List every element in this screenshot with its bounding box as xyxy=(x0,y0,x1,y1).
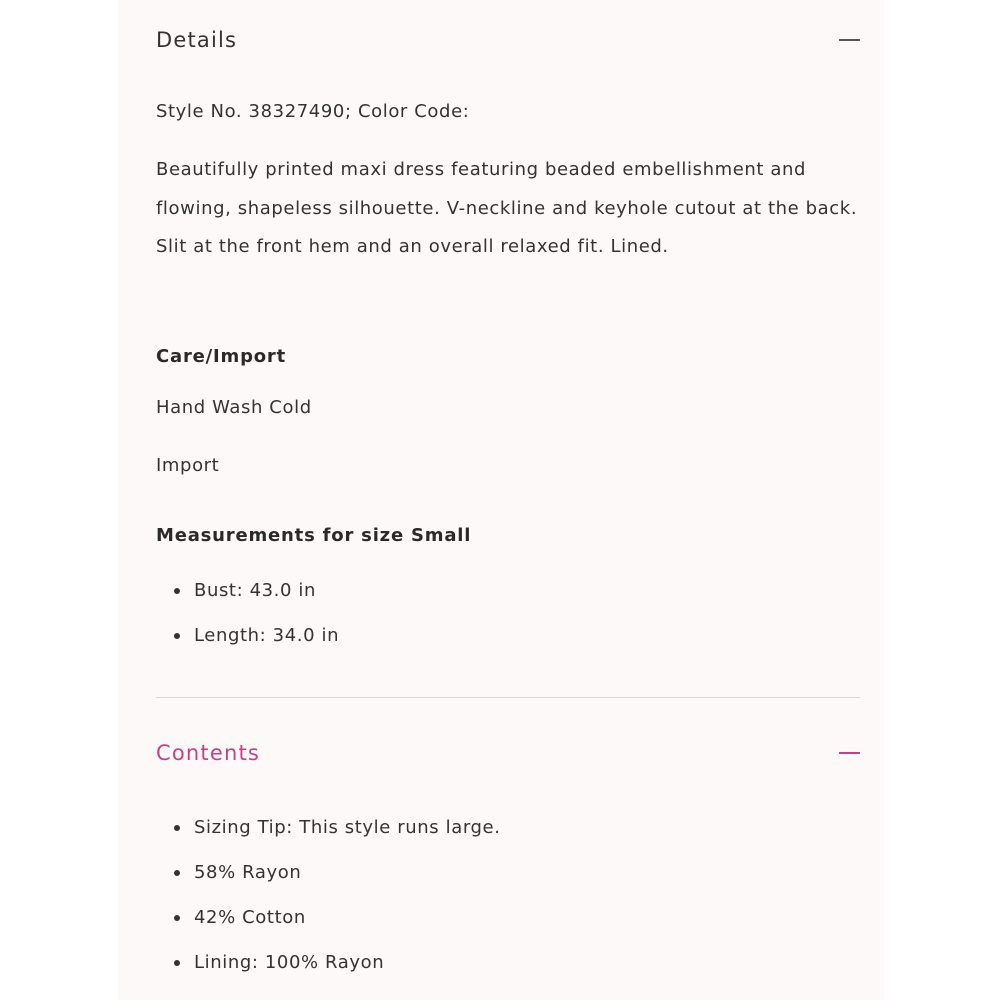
minus-icon[interactable] xyxy=(839,39,860,41)
bullet-icon xyxy=(174,915,180,921)
details-accordion-header[interactable] xyxy=(156,20,860,60)
measurement-bust: Bust: 43.0 in xyxy=(194,580,316,601)
minus-icon[interactable] xyxy=(839,752,860,754)
contents-list xyxy=(156,813,860,993)
details-title: Details xyxy=(156,28,238,52)
bullet-icon xyxy=(174,588,180,594)
sizing-tip: Sizing Tip: This style runs large. xyxy=(194,817,501,838)
lining-material: Lining: 100% Rayon xyxy=(194,952,385,973)
material-cotton: 42% Cotton xyxy=(194,907,306,928)
product-description: Beautifully printed maxi dress featuring beaded embellishment and flowing, shapeless silhouette. V-neckline and keyhole cutout at the back. Slit at the front hem and an overall relaxed fit. Lined. xyxy=(156,159,858,257)
product-info-panel xyxy=(118,0,884,1000)
list-item xyxy=(156,576,860,621)
list-item xyxy=(156,858,860,903)
bullet-icon xyxy=(174,825,180,831)
care-import-heading: Care/Import xyxy=(156,346,287,367)
bullet-icon xyxy=(174,633,180,639)
measurements-list xyxy=(156,576,860,666)
bullet-icon xyxy=(174,870,180,876)
list-item xyxy=(156,948,860,993)
contents-title: Contents xyxy=(156,741,261,765)
list-item xyxy=(156,621,860,666)
section-divider xyxy=(156,697,860,698)
list-item xyxy=(156,813,860,858)
measurements-heading: Measurements for size Small xyxy=(156,525,472,546)
measurement-length: Length: 34.0 in xyxy=(194,625,340,646)
care-line: Hand Wash Cold xyxy=(156,397,312,418)
bullet-icon xyxy=(174,960,180,966)
style-number: Style No. 38327490; Color Code: xyxy=(156,101,470,122)
contents-accordion-header[interactable] xyxy=(156,733,860,773)
material-rayon: 58% Rayon xyxy=(194,862,302,883)
list-item xyxy=(156,903,860,948)
import-line: Import xyxy=(156,455,220,476)
